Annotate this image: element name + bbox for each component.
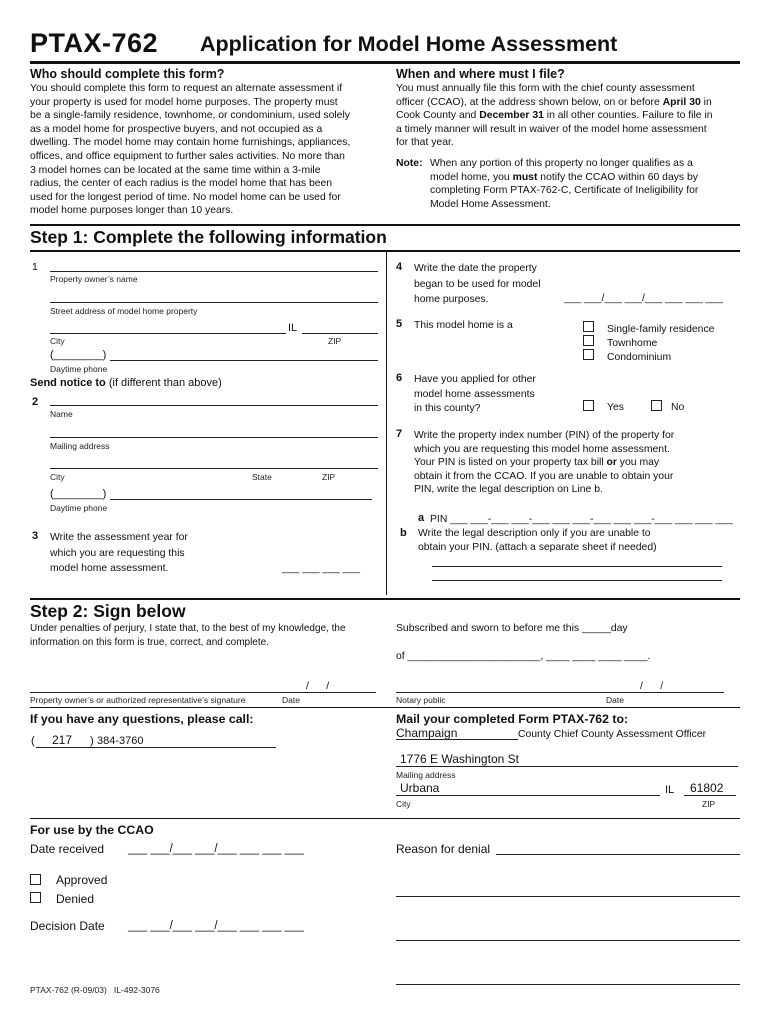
- notice-phone-label: Daytime phone: [50, 503, 108, 513]
- b-text: Write the legal description only if you are unable to obtain your PIN. (attach a separate sheet if needed): [418, 528, 657, 553]
- notice-name-field[interactable]: [50, 405, 378, 406]
- denied-label: Denied: [56, 892, 95, 906]
- q7-text: Write the property index number (PIN) of the property for which you are requesting this model home assessment. Your PIN is listed on your property tax bill or you may obtain it from the CCAO. If you are unable to obtain your PIN, write the legal description on Line b.: [414, 430, 675, 496]
- legal-desc-line-2[interactable]: [432, 580, 722, 581]
- subscribed-text: Subscribed and sworn to before me this _____day: [396, 623, 628, 634]
- approved-checkbox[interactable]: [30, 874, 41, 885]
- of-line: of _______________________, ____ ____ ____ ____.: [396, 651, 651, 662]
- phone-close-paren: ): [90, 735, 94, 747]
- when-text: You must annually file this form with the chief county assessment officer (CCAO), at the address shown below, on or before April 30 in Cook County and December 31 in all other counties. Failure to file in a timely manner will result in waiver of the model home assessment for that year.: [396, 83, 713, 149]
- legal-desc-line-1[interactable]: [432, 566, 722, 567]
- num-1: 1: [32, 262, 38, 273]
- date-received-field[interactable]: ___ ___/___ ___/___ ___ ___ ___: [128, 843, 304, 855]
- area-code-value: 217: [52, 733, 73, 747]
- q3-text: Write the assessment year for which you are requesting this model home assessment.: [50, 532, 188, 574]
- perjury-text: Under penalties of perjury, I state that, to the best of my knowledge, the information on this form is true, correct, and complete.: [30, 623, 346, 648]
- address-line: [396, 766, 738, 767]
- county-value: Champaign: [396, 726, 458, 740]
- note-label: Note:: [396, 158, 423, 169]
- reason-label: Reason for denial: [396, 842, 491, 856]
- who-text: You should complete this form to request an alternate assessment if your property is used for model home purposes. The property must be a single-family residence, townhome, or condominium, used solely as a model home for prospective buyers, and not occupied as a dwelling. The model home may contain home furnishings, appliances, offices, and office equipment to further sales activities. No more than 3 model homes can be located at the same time within a 3-mile radius, the center of each radius is the model home that has been used for the longest period of time. No model home can be used for model home purposes longer than 10 years.: [30, 83, 351, 217]
- pin-field[interactable]: PIN ___ ___-___ ___-___ ___ ___-___ ___ ___-___ ___ ___ ___: [430, 514, 733, 525]
- questions-heading: If you have any questions, please call:: [30, 712, 254, 726]
- city-line: [396, 795, 660, 796]
- step2-heading: Step 2: Sign below: [30, 601, 186, 621]
- when-heading: When and where must I file?: [396, 67, 565, 81]
- step1-heading: Step 1: Complete the following information: [30, 227, 387, 247]
- q5-text: This model home is a: [414, 320, 513, 331]
- approved-label: Approved: [56, 873, 108, 887]
- sig-date-slashes: / /: [306, 681, 330, 692]
- street-field[interactable]: [50, 302, 378, 303]
- q4-date-field[interactable]: ___ ___/___ ___/___ ___ ___ ___: [564, 293, 723, 304]
- contact-rule: [30, 707, 740, 708]
- zip-value: 61802: [690, 781, 724, 795]
- step2-rule: [30, 598, 740, 600]
- step1-sub-rule: [30, 250, 740, 252]
- footer-code: PTAX-762 (R-09/03) IL-492-3076: [30, 985, 160, 995]
- zip-field[interactable]: [302, 333, 378, 334]
- contact-phone-line: [36, 747, 276, 748]
- single-family-label: Single-family residence: [607, 324, 715, 335]
- il-label: IL: [288, 322, 298, 334]
- form-code: PTAX-762: [30, 28, 159, 58]
- notary-date-slashes: / /: [640, 681, 664, 692]
- townhome-label: Townhome: [607, 338, 658, 349]
- signature-label: Property owner’s or authorized representative’s signature: [30, 695, 246, 705]
- condominium-checkbox[interactable]: [583, 349, 594, 360]
- notary-date-label: Date: [606, 695, 624, 705]
- owner-name-field[interactable]: [50, 271, 378, 272]
- phone-field[interactable]: [110, 360, 378, 361]
- yes-checkbox[interactable]: [583, 400, 594, 411]
- mail-heading: Mail your completed Form PTAX-762 to:: [396, 712, 629, 726]
- owner-name-label: Property owner’s name: [50, 274, 138, 284]
- notice-phone-field[interactable]: [110, 499, 372, 500]
- reason-line-3[interactable]: [396, 940, 740, 941]
- city-label: City: [50, 336, 65, 346]
- ccao-rule: [30, 818, 740, 819]
- mail-city-label: City: [396, 799, 411, 809]
- zip-label: ZIP: [328, 336, 342, 346]
- signature-date-label: Date: [282, 695, 300, 705]
- city-field[interactable]: [50, 333, 286, 334]
- notice-city-label: City: [50, 472, 65, 482]
- num-2: 2: [32, 396, 39, 408]
- state-value: IL: [665, 784, 675, 796]
- contact-phone-value: 384-3760: [97, 735, 144, 747]
- notice-name-label: Name: [50, 409, 73, 419]
- phone-open-paren: (: [31, 735, 35, 747]
- townhome-checkbox[interactable]: [583, 335, 594, 346]
- num-5: 5: [396, 318, 403, 330]
- reason-line-2[interactable]: [396, 896, 740, 897]
- send-notice: Send notice to (if different than above): [30, 377, 222, 389]
- no-label: No: [671, 402, 685, 413]
- step1-rule: [30, 224, 740, 226]
- notice-mailing-field[interactable]: [50, 437, 378, 438]
- date-received-label: Date received: [30, 842, 105, 856]
- label-a: a: [418, 512, 425, 524]
- zip-line: [684, 795, 736, 796]
- yes-label: Yes: [607, 402, 624, 413]
- notice-state-label: State: [252, 472, 272, 482]
- county-line: [396, 739, 518, 740]
- form-title: Application for Model Home Assessment: [200, 32, 618, 56]
- ccao-heading: For use by the CCAO: [30, 823, 154, 837]
- condominium-label: Condominium: [607, 352, 672, 363]
- mail-address-label: Mailing address: [396, 770, 456, 780]
- decision-date-field[interactable]: ___ ___/___ ___/___ ___ ___ ___: [128, 920, 304, 932]
- col-divider: [386, 250, 387, 595]
- who-heading: Who should complete this form?: [30, 67, 225, 81]
- notary-label: Notary public: [396, 695, 446, 705]
- street-label: Street address of model home property: [50, 306, 198, 316]
- single-family-checkbox[interactable]: [583, 321, 594, 332]
- daytime-phone-label: Daytime phone: [50, 364, 108, 374]
- num-7: 7: [396, 428, 403, 440]
- q6-text: Have you applied for other model home assessments in this county?: [414, 374, 536, 414]
- notice-phone-paren: (________): [50, 488, 107, 500]
- no-checkbox[interactable]: [651, 400, 662, 411]
- num-3: 3: [32, 530, 39, 542]
- notice-city-field[interactable]: [50, 468, 378, 469]
- denied-checkbox[interactable]: [30, 892, 41, 903]
- county-suffix: County Chief County Assessment Officer: [518, 729, 707, 740]
- notice-zip-label: ZIP: [322, 472, 336, 482]
- num-4: 4: [396, 261, 403, 273]
- note-text: When any portion of this property no longer qualifies as a model home, you must notify the CCAO within 60 days by completing Form PTAX-762-C, Certificate of Ineligibility for Model Home Assessment.: [430, 158, 699, 210]
- mail-zip-label: ZIP: [702, 799, 716, 809]
- notary-field[interactable]: [396, 692, 724, 693]
- city-value: Urbana: [400, 781, 440, 795]
- decision-date-label: Decision Date: [30, 919, 105, 933]
- phone-paren: (________): [50, 349, 107, 361]
- reason-line-1[interactable]: [496, 854, 740, 855]
- reason-line-4[interactable]: [396, 984, 740, 985]
- header-rule: [30, 61, 740, 64]
- notice-mailing-label: Mailing address: [50, 441, 110, 451]
- q4-text: Write the date the property began to be used for model home purposes.: [414, 263, 541, 305]
- num-6: 6: [396, 372, 403, 384]
- q3-year-field[interactable]: ___ ___ ___ ___: [282, 563, 361, 574]
- address-value: 1776 E Washington St: [400, 752, 519, 766]
- label-b: b: [400, 527, 407, 539]
